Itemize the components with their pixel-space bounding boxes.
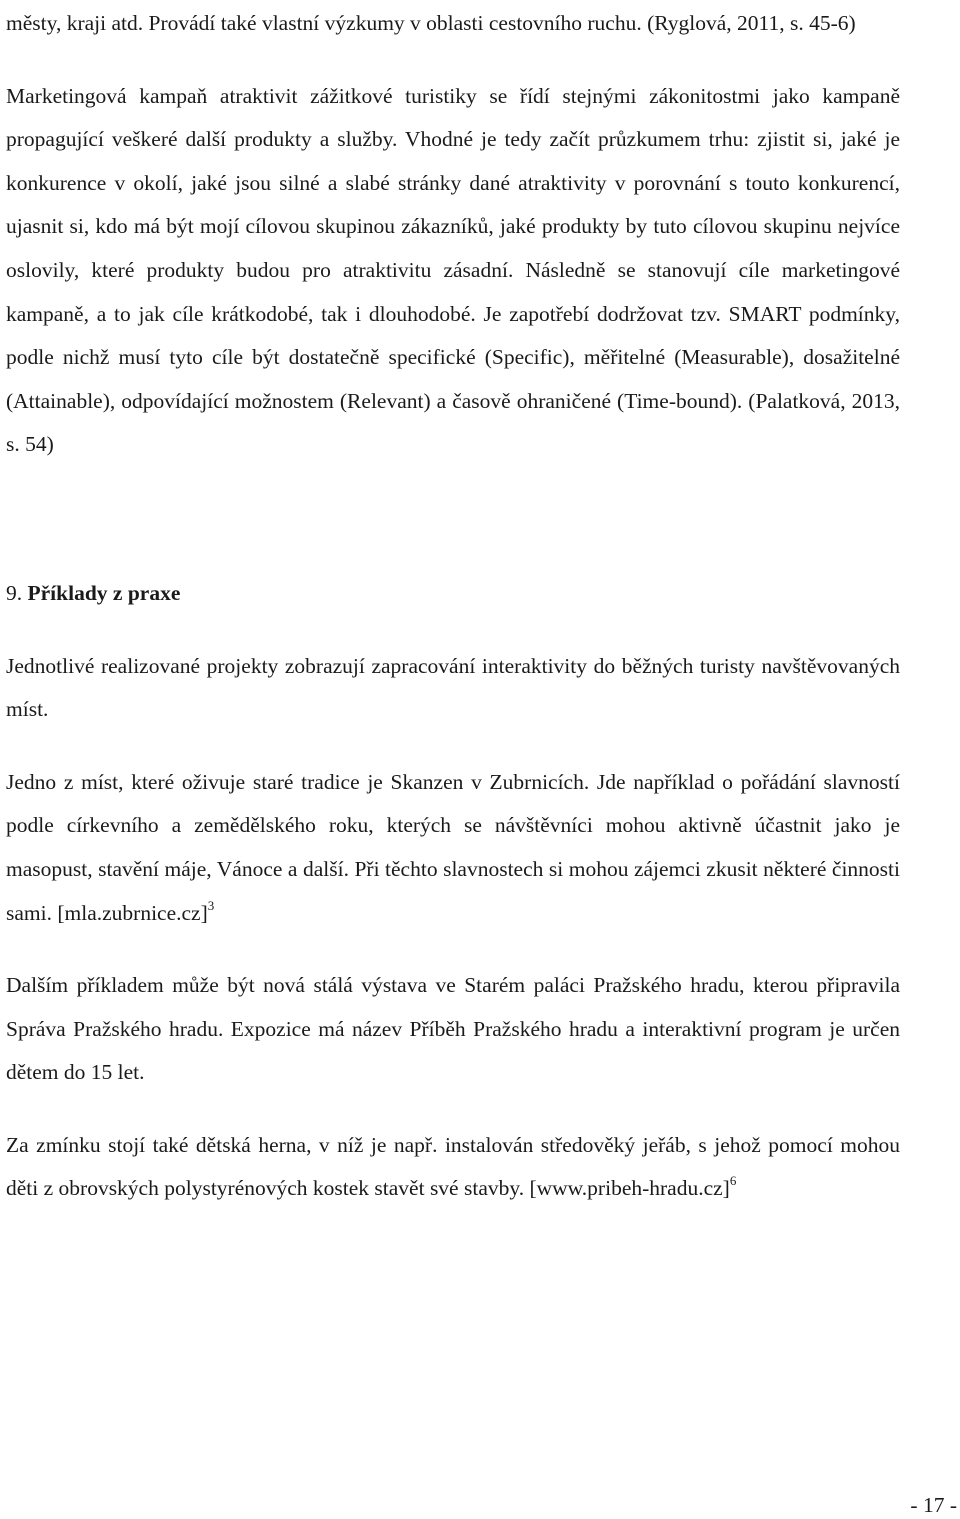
- paragraph-text: Jedno z míst, které oživuje staré tradice je Skanzen v Zubrnicích. Jde například o pořádání slavností podle církevního a zemědělského roku, kterých se návštěvníci mohou aktivně účastnit jako je masopust, stavění máje, Vánoce a další. Při těchto slavnostech si mohou zájemci zkusit některé činnosti sami. [mla.zubrnice.cz]: [6, 769, 900, 925]
- paragraph-text: Dalším příkladem může být nová stálá výstava ve Starém paláci Pražského hradu, kterou připravila Správa Pražského hradu. Expozice má název Příběh Pražského hradu a interaktivní program je určen dětem do 15 let.: [6, 973, 900, 1085]
- paragraph-text: Marketingová kampaň atraktivit zážitkové turistiky se řídí stejnými zákonitostmi jako kampaně propagující veškeré další produkty a služby. Vhodné je tedy začít průzkumem trhu: zjistit si, jaké je konkurence v okolí, jaké jsou silné a slabé stránky dané atraktivity v porovnání s touto konkurencí, ujasnit si, kdo má být mojí cílovou skupinou zákazníků, jaké produkty by tuto cílovou skupinu nejvíce oslovily, které produkty budou pro atraktivitu zásadní. Následně se stanovují cíle marketingové kampaně, a to jak cíle krátkodobé, tak i dlouhodobé. Je zapotřebí dodržovat tzv. SMART podmínky, podle nichž musí tyto cíle být dostatečně specifické (Specific), měřitelné (Measurable), dosažitelné (Attainable), odpovídající možnostem (Relevant) a časově ohraničené (Time-bound). (Palatková, 2013, s. 54): [6, 83, 900, 457]
- paragraph-text: městy, kraji atd. Provádí také vlastní výzkumy v oblasti cestovního ruchu. (Ryglová, 2011, s. 45-6): [6, 11, 856, 35]
- paragraph-text: Za zmínku stojí také dětská herna, v níž je např. instalován středověký jeřáb, s jehož pomocí mohou děti z obrovských polystyrénových kostek stavět své stavby. [www.pribeh-hradu.cz]: [6, 1132, 900, 1201]
- section-title: Příklady z praxe: [27, 580, 181, 605]
- footnote-marker: 3: [207, 897, 215, 913]
- paragraph-skanzen: [6, 761, 900, 935]
- section-heading: [6, 572, 900, 616]
- paragraph-prague-castle: [6, 964, 900, 1095]
- paragraph-text: Jednotlivé realizované projekty zobrazují zapracování interaktivity do běžných turisty navštěvovaných míst.: [6, 653, 900, 722]
- footnote-marker: 6: [729, 1173, 737, 1189]
- section-number: 9.: [6, 580, 23, 605]
- paragraph-childrens-playroom: [6, 1124, 900, 1211]
- page-number: - 17 -: [910, 1493, 957, 1517]
- document-page: [6, 0, 900, 1211]
- paragraph-continuation: [6, 2, 900, 46]
- paragraph-marketing-campaign: [6, 75, 900, 467]
- paragraph-intro-projects: [6, 645, 900, 732]
